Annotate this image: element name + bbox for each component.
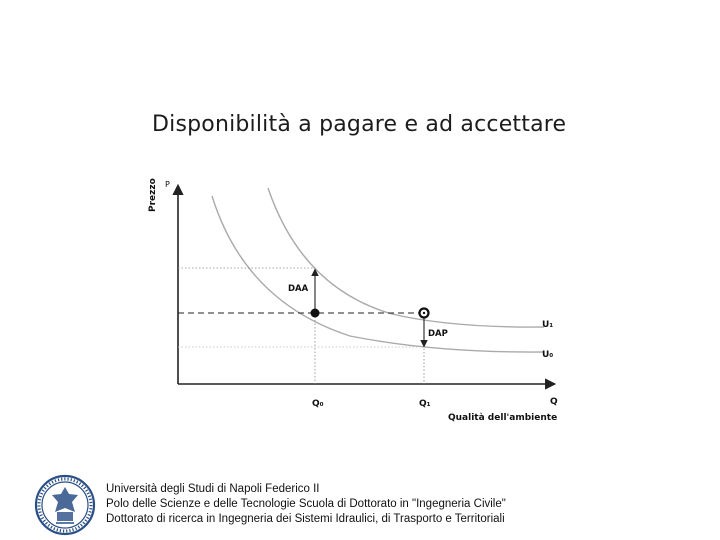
daa-label: DAA	[288, 284, 309, 294]
point-q0-u0	[311, 309, 320, 318]
x-axis-label: Qualità dell'ambiente	[448, 413, 558, 423]
slide-title: Disponibilità a pagare e ad accettare	[152, 112, 567, 137]
footer-polo: Polo delle Scienze e delle Tecnologie Scuola di Dottorato in "Ingegneria Civile"	[106, 498, 506, 510]
x-axis-symbol: Q	[550, 397, 558, 407]
tick-q1: Q₁	[419, 399, 431, 409]
footer-doctorate: Dottorato di ricerca in Ingegneria dei Sistemi Idraulici, di Trasporto e Territoriali	[106, 513, 505, 525]
footer-university: Università degli Studi di Napoli Federico II	[106, 483, 320, 495]
point-q1-u1-center	[423, 312, 425, 314]
y-axis-label: Prezzo	[148, 178, 158, 212]
tick-q0: Q₀	[312, 399, 324, 409]
indifference-curve-diagram	[140, 170, 580, 440]
y-axis-symbol: P	[165, 180, 170, 189]
indifference-curve-u0	[212, 196, 544, 352]
indifference-curve-u1	[268, 188, 544, 327]
curve-u0-label: U₀	[542, 350, 554, 360]
university-seal-icon	[34, 474, 96, 536]
footer	[106, 482, 506, 527]
curve-u1-label: U₁	[542, 320, 554, 330]
dap-label: DAP	[428, 329, 448, 339]
